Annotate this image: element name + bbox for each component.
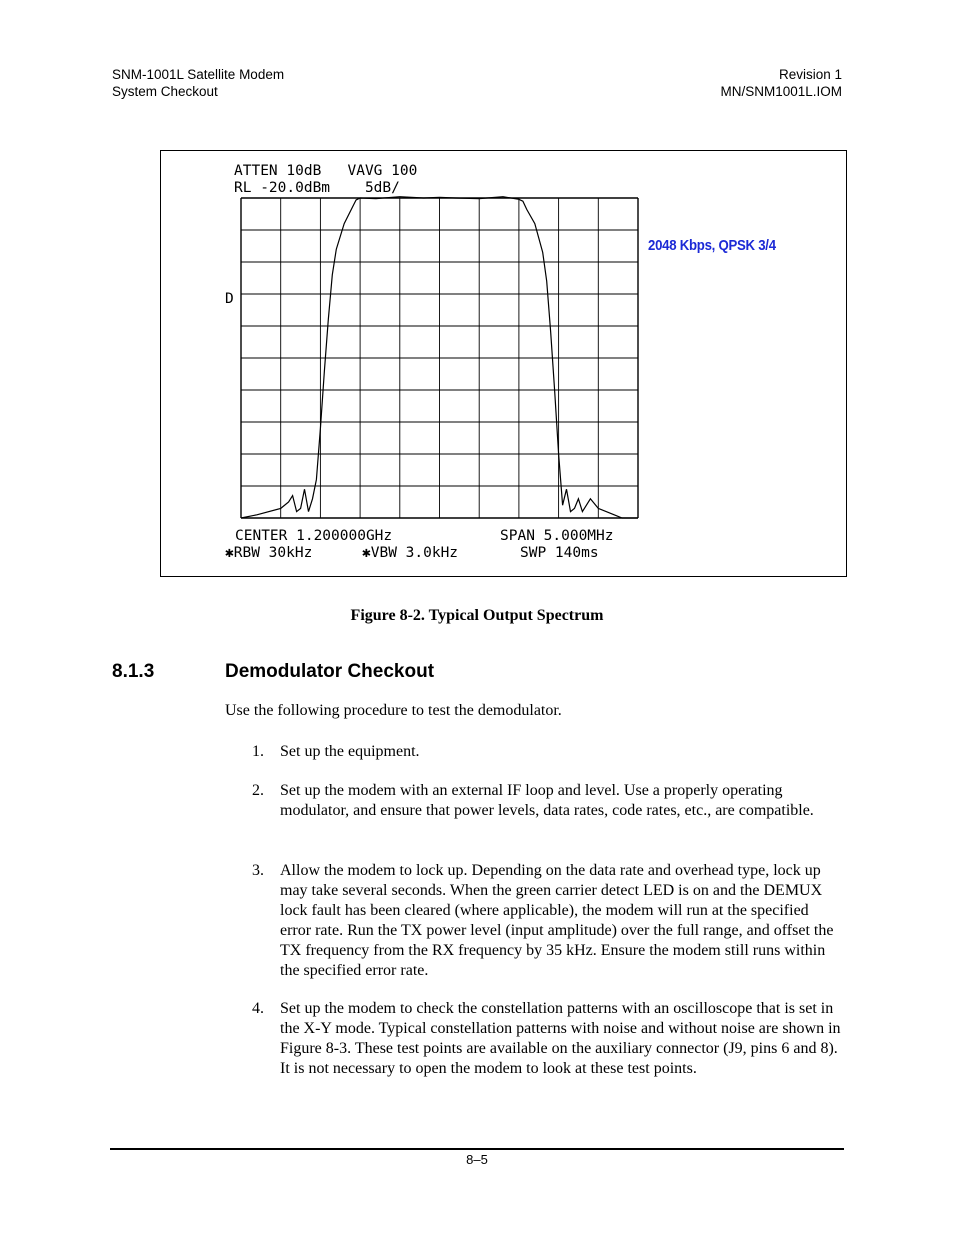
spectrum-plot [161,151,848,578]
center-frequency: CENTER 1.200000GHz [235,528,393,544]
page-header-right [720,66,842,100]
step-item [252,861,842,981]
step-number: 4. [252,1000,264,1017]
display-marker-d: D [225,291,234,307]
page-header-left [112,66,284,100]
plot-grid [241,198,638,518]
sweep-setting: SWP 140ms [520,545,599,561]
step-text: Set up the modem to check the constellation patterns with an oscilloscope that is set in the X-Y mode. Typical constellation patterns with noise and without noise are shown in Figure 8-3. These test points are available on the auxiliary connector (J9, pins 6 and 8). It is not necessary to open the modem to look at these test points. [280,1000,841,1077]
chapter-title: System Checkout [112,84,218,99]
step-text: Set up the equipment. [280,743,420,760]
doc-title: SNM-1001L Satellite Modem [112,67,285,82]
page-number: 8–5 [466,1152,488,1167]
spectrum-annotation: 2048 Kbps, QPSK 3/4 [648,237,776,254]
span-setting: SPAN 5.000MHz [500,528,614,544]
step-item [252,781,842,821]
figure-caption: Figure 8-2. Typical Output Spectrum [350,607,604,624]
step-text: Allow the modem to lock up. Depending on the data rate and overhead type, lock up may take several seconds. When the green carrier detect LED is on and the DEMUX lock fault has been cleared (where applicable), the modem will run at the specified error rate. Run the TX power level (input amplitude) over the full range, and offset the TX frequency from the RX frequency by 35 kHz. Ensure the modem still runs within the specified error rate. [280,862,834,979]
step-number: 1. [252,743,264,760]
section-title: Demodulator Checkout [225,661,435,682]
step-text: Set up the modem with an external IF loop and level. Use a properly operating modulator, and ensure that power levels, data rates, code rates, etc., are compatible. [280,782,814,819]
analyzer-top-line1: ATTEN 10dB VAVG 100 [234,163,418,179]
doc-number: MN/SNM1001L.IOM [720,84,842,99]
step-item [252,999,842,1079]
intro-paragraph: Use the following procedure to test the demodulator. [225,702,562,719]
footer-rule [110,1148,844,1150]
step-number: 2. [252,782,264,799]
figure-frame [160,150,847,577]
vbw-setting: ✱VBW 3.0kHz [362,545,459,561]
section-number: 8.1.3 [112,661,155,682]
step-number: 3. [252,862,264,879]
revision: Revision 1 [778,67,842,82]
step-item [252,742,842,762]
analyzer-top-line2: RL -20.0dBm 5dB/ [234,180,400,196]
rbw-setting: ✱RBW 30kHz [225,545,313,561]
